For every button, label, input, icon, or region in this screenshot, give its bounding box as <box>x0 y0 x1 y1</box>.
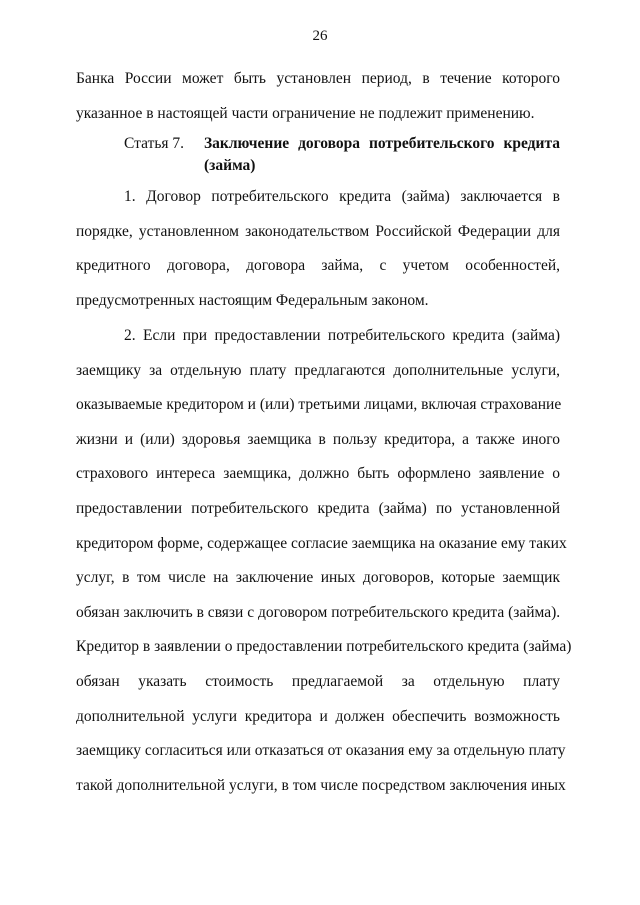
text-line: Банка России может быть установлен период, в течение которого <box>76 70 560 87</box>
paragraph-1 <box>76 180 560 318</box>
paragraph-2 <box>76 319 572 803</box>
text-line: дополнительной услуги кредитора и должен обеспечить возможность <box>76 707 560 725</box>
text-line: указанное в настоящей части ограничение не подлежит применению. <box>76 104 535 122</box>
text-line: предусмотренных настоящим Федеральным законом. <box>76 291 429 309</box>
article-label: Статья 7. <box>124 135 185 152</box>
article-title <box>204 133 560 177</box>
text-line: жизни и (или) здоровья заемщика в пользу кредитора, а также иного <box>76 430 560 448</box>
text-line: порядке, установленном законодательством Российской Федерации для <box>76 222 560 240</box>
page-number: 26 <box>312 28 328 44</box>
article-heading <box>124 133 560 177</box>
text-line: обязан заключить в связи с договором потребительского кредита (займа). <box>76 603 561 621</box>
text-line: предоставлении потребительского кредита (займа) по установленной <box>76 499 560 517</box>
text-line: кредитного договора, договора займа, с учетом особенностей, <box>76 257 560 275</box>
article-title-line: (займа) <box>204 157 256 174</box>
intro-paragraph <box>76 62 560 131</box>
article-title-line: Заключение договора потребительского кредита <box>204 135 560 152</box>
text-line: 2. Если при предоставлении потребительского кредита (займа) <box>124 327 560 344</box>
text-line: кредитором форме, содержащее согласие заемщика на оказание ему таких <box>76 534 567 552</box>
text-line: услуг, в том числе на заключение иных договоров, которые заемщик <box>76 569 560 587</box>
text-line: обязан указать стоимость предлагаемой за отдельную плату <box>76 672 560 690</box>
text-line: оказываемые кредитором и (или) третьими лицами, включая страхование <box>76 396 562 414</box>
text-line: такой дополнительной услуги, в том числе посредством заключения иных <box>76 776 566 794</box>
text-line: заемщику за отдельную плату предлагаются дополнительные услуги, <box>76 361 560 379</box>
text-line: заемщику согласиться или отказаться от оказания ему за отдельную плату <box>76 742 566 760</box>
text-line: Кредитор в заявлении о предоставлении потребительского кредита (займа) <box>76 638 572 656</box>
text-line: 1. Договор потребительского кредита (займа) заключается в <box>124 188 560 205</box>
text-line: страхового интереса заемщика, должно быть оформлено заявление о <box>76 465 560 483</box>
